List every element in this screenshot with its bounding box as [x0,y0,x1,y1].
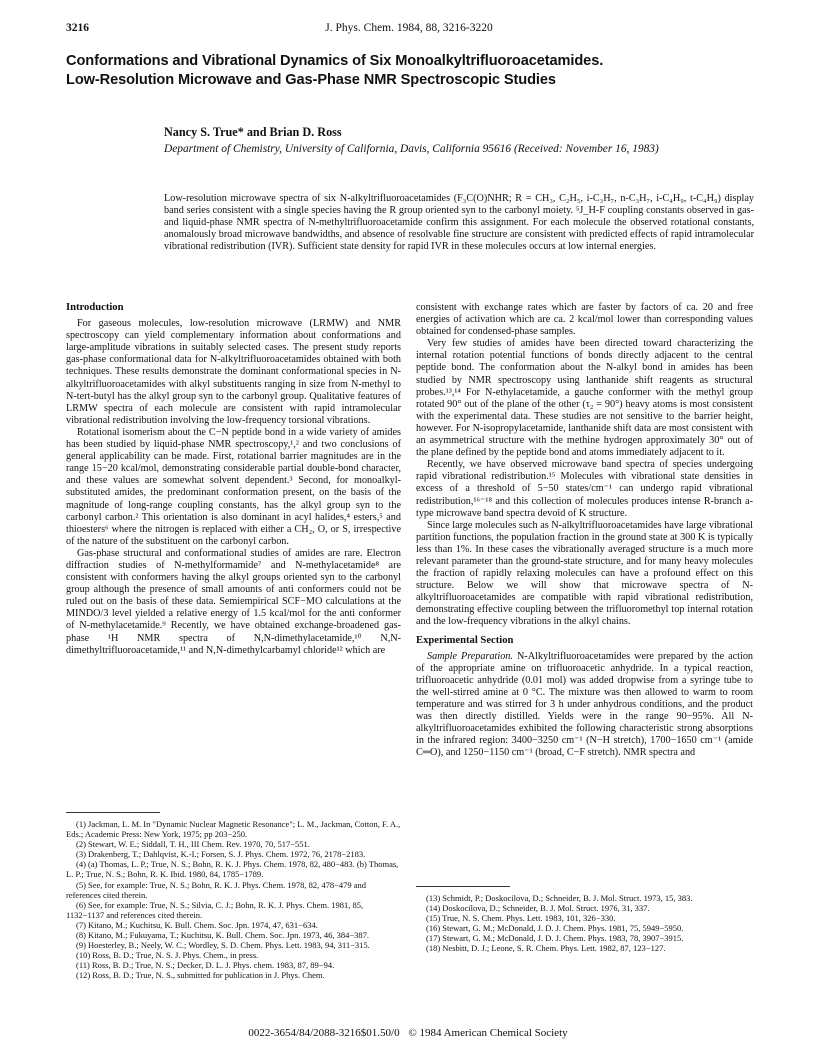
reference-item: (3) Drakenberg, T.; Dahlqvist, K.-I.; Forsen, S. J. Phys. Chem. 1972, 76, 2178−2183. [76,849,366,860]
paragraph: Very few studies of amides have been directed toward characterizing the internal rotation potential functions of bonds directly adjacent to the central peptide bond. The conformation about the N-alkyl bond in amides has been studied by NMR spectroscopy using lanthanide shift reagents as structural probes.¹³,¹⁴ For N-ethylacetamide, a gauche conformer with the methyl group rotated 90° out of the plane of the other (τ₂ = 90°) heavy atoms is most consistent with the experimental data. These studies are not sensitive to the barrier height, however. For N-isopropylacetamide, lanthanide shift data are most consistent with an asymmetrical structure with the methine hydrogen approximately 30° out of the plane defined by the peptide bond and atoms immediately adjacent to it. [416,338,753,459]
title-line-1: Conformations and Vibrational Dynamics of Six Monoalkyltrifluoroacetamides. [66,53,604,69]
page-number: 3216 [66,22,89,34]
reference-item: (6) See, for example: True, N. S.; Silvia, C. J.; Bohn, R. K. J. Phys. Chem. 1981, 85, 1132−1137 and references cited therein. [66,899,364,920]
reference-item: (4) (a) Thomas, L. P.; True, N. S.; Bohn, R. K. J. Phys. Chem. 1978, 82, 480−483. (b) Thomas, L. P.; True, N. S.; Bohn, R. K. Ibid. 1980, 84, 1785−1789. [66,859,399,880]
reference-item: (17) Stewart, G. M.; McDonald, J. D. J. Chem. Phys. 1983, 78, 3907−3915. [426,933,684,944]
paragraph-text: N-Alkyltrifluoroacetamides were prepared by the action of the appropriate amine on trifluoroacetic anhydride. In a typical reaction, trifluoroacetic anhydride (0.01 mol) was added dropwise from a syringe tube to the well-stirred amine at 0 °C. The mixture was then allowed to warm to room temperature and was stirred for 3 h under anhydrous conditions, and the product was then directly distilled. Yields were in the range 90−95%. All N-alkyltrifluoroacetamides exhibited the following characteristic strong absorptions in the infrared region: 3400−3250 cm⁻¹ (N−H stretch), 1700−1650 cm⁻¹ (amide C═O), and 1250−1150 cm⁻¹ (broad, C−F stretch). NMR spectra and [416,650,754,759]
run-in-heading: Sample Preparation. [427,650,513,662]
paragraph: consistent with exchange rates which are faster by factors of ca. 20 and free energies of activation which are ca. 2 kcal/mol lower than corresponding values obtained for condensed-phase samples. [416,302,753,338]
reference-item: (7) Kitano, M.; Kuchitsu, K. Bull. Chem. Soc. Jpn. 1974, 47, 631−634. [76,919,318,930]
paragraph [416,651,753,760]
reference-item: (1) Jackman, L. M. In "Dynamic Nuclear Magnetic Resonance"; L. M., Jackman, Cotton, F. A., Eds.; Academic Press: New York, 1975; pp 203−250. [66,819,401,840]
copyright: © 1984 American Chemical Society [408,1027,568,1039]
references-right [416,893,753,954]
paragraph: Since large molecules such as N-alkyltrifluoroacetamides have large vibrational partition functions, the population fraction in the ground state at 300 K is typically less than 1%. In these cases the vibrationally averaged structure is a much more relevant parameter than the ground-state structure, and for many heavy molecules the fraction of rapidly relaxing molecules can have a profound effect on this structure. Below we will show that microwave spectra of N-alkyltrifluoroacetamides are compatible with rapid vibrational redistribution, demonstrating effective coupling between the trifluoromethyl top internal rotation and the low-frequency vibrations in the alkyl chains. [416,519,753,628]
reference-item: (10) Ross, B. D.; True, N. S. J. Phys. Chem., in press. [76,950,259,961]
journal-citation: J. Phys. Chem. 1984, 88, 3216-3220 [325,22,493,34]
column-right [416,302,753,759]
reference-item: (14) Doskocilova, D.; Schneider, B. J. Mol. Struct. 1976, 31, 337. [426,903,650,914]
section-heading-experimental: Experimental Section [416,634,514,646]
footnote-divider [66,812,160,813]
abstract: Low-resolution microwave spectra of six N-alkyltrifluoroacetamides (F₃C(O)NHR; R = CH₃, C₂H₅, i-C₃H₇, n-C₃H₇, i-C₄H₉, t-C₄H₉) display band series consistent with a single species having the R group oriented syn to the carbonyl moiety. ⁵J_H-F coupling constants observed in gas- and liquid-phase NMR spectra of N-methyltrifluoroacetamide confirm this assignment. For each molecule the observed rotational constants, anomalously broad microwave bandwidths, and absence of resolvable fine structure are consistent with predicted effects of rapid intramolecular vibrational redistribution (IVR). Sufficient state density for rapid IVR in these molecules occurs at low internal energies. [164,193,754,253]
affiliation: Department of Chemistry, University of California, Davis, California 95616 (Received: November 16, 1983) [164,143,659,155]
paragraph: For gaseous molecules, low-resolution microwave (LRMW) and NMR spectroscopy can yield complementary information about conformations and large-amplitude vibrations in suitably selected cases. The present study reports gas-phase conformational data for N-alkyltrifluoroacetamides obtained with both techniques. These results demonstrate the dominant conformational species in N-alkyltrifluoroacetamides with alkyl substituents ranging in size from N-methyl to N-tert-butyl has the alkyl group syn to the carbonyl group. Qualitative features of LRMW spectra of each molecule are consistent with rapid intramolecular vibrational redistribution involving the low-frequency torsional vibrations. [66,318,401,426]
paragraph: Recently, we have observed microwave band spectra of species undergoing rapid vibrational redistribution.¹⁵ Molecules with vibrational state densities in excess of a threshold of 5−50 states/cm⁻¹ can undergo rapid vibrational redistribution,¹⁶⁻¹⁸ and this collection of molecules produces intense R-branch a-type microwave band spectra devoid of K structure. [416,459,753,519]
references-left [66,819,401,981]
reference-item: (16) Stewart, G. M.; McDonald, J. D. J. Chem. Phys. 1981, 75, 5949−5950. [426,923,684,934]
article-title [66,52,756,90]
reference-item: (11) Ross, B. D.; True, N. S.; Decker, D. L. J. Phys. chem. 1983, 87, 89−94. [76,960,335,971]
page-footer [0,1027,816,1039]
reference-item: (12) Ross, B. D.; True, N. S., submitted for publication in J. Phys. Chem. [76,970,325,981]
reference-item: (2) Stewart, W. E.; Siddall, T. H., III Chem. Rev. 1970, 70, 517−551. [76,839,310,850]
paragraph: Gas-phase structural and conformational studies of amides are rare. Electron diffraction studies of N-methylformamide⁷ and N-methylacetamide⁸ are consistent with conformers having the alkyl groups oriented syn to the carbonyl group although the presence of small amounts of anti conformers could not be ruled out on the basis of these data. Semiempirical SCF−MO calculations at the MINDO/3 level yielded a relative energy of 1.5 kcal/mol for the anti conformer of N-methylacetamide.⁹ Recently, we have obtained exchange-broadened gas-phase ¹H NMR spectra of N,N-dimethylacetamide,¹⁰ N,N-dimethyltrifluoroacetamide,¹¹ and N,N-dimethylcarbamyl chloride¹² which are [66,547,401,656]
reference-item: (18) Nesbitt, D. J.; Leone, S. R. Chem. Phys. Lett. 1982, 87, 123−127. [426,943,666,954]
reference-item: (13) Schmidt, P.; Doskocilova, D.; Schneider, B. J. Mol. Struct. 1973, 15, 383. [426,893,693,903]
running-header [66,22,752,38]
reference-item: (15) True, N. S. Chem. Phys. Lett. 1983, 101, 326−330. [426,913,616,924]
reference-item: (9) Hoesterley, B.; Neely, W. C.; Wordley, S. D. Chem. Phys. Lett. 1983, 94, 311−315. [76,940,370,951]
article-code: 0022-3654/84/2088-3216$01.50/0 [248,1027,400,1039]
authors: Nancy S. True* and Brian D. Ross [164,125,342,139]
reference-item: (8) Kitano, M.; Fukuyama, T.; Kuchitsu, K. Bull. Chem. Soc. Jpn. 1973, 46, 384−387. [76,930,369,941]
reference-item: (5) See, for example: True, N. S.; Bohn, R. K. J. Phys. Chem. 1978, 82, 478−479 and references cited therein. [66,879,367,900]
section-heading-introduction: Introduction [66,302,124,313]
paragraph: Rotational isomerism about the C−N peptide bond in a wide variety of amides has been studied by liquid-phase NMR spectroscopy,¹,² and two conclusions of general applicability can be made. First, rotational barrier magnitudes are in the range 15−20 kcal/mol, demonstrating considerable partial double-bond character, and these values are somewhat solvent dependent.³ Second, for monoalkyl-substituted amides, the predominant conformation present, on the basis of the magnitude of long-range coupling constants, has the alkyl group syn to the carbonyl carbon.² This orientation is also dominant in acyl halides,⁴ esters,⁵ and thioesters⁶ where the nitrogen is replaced with either a CH₂, O, or S, irrespective of the nature of the substituent on the carbonyl carbon. [66,426,401,547]
footnote-divider [416,886,510,887]
title-line-2: Low-Resolution Microwave and Gas-Phase NMR Spectroscopic Studies [66,72,556,88]
column-left [66,302,401,657]
